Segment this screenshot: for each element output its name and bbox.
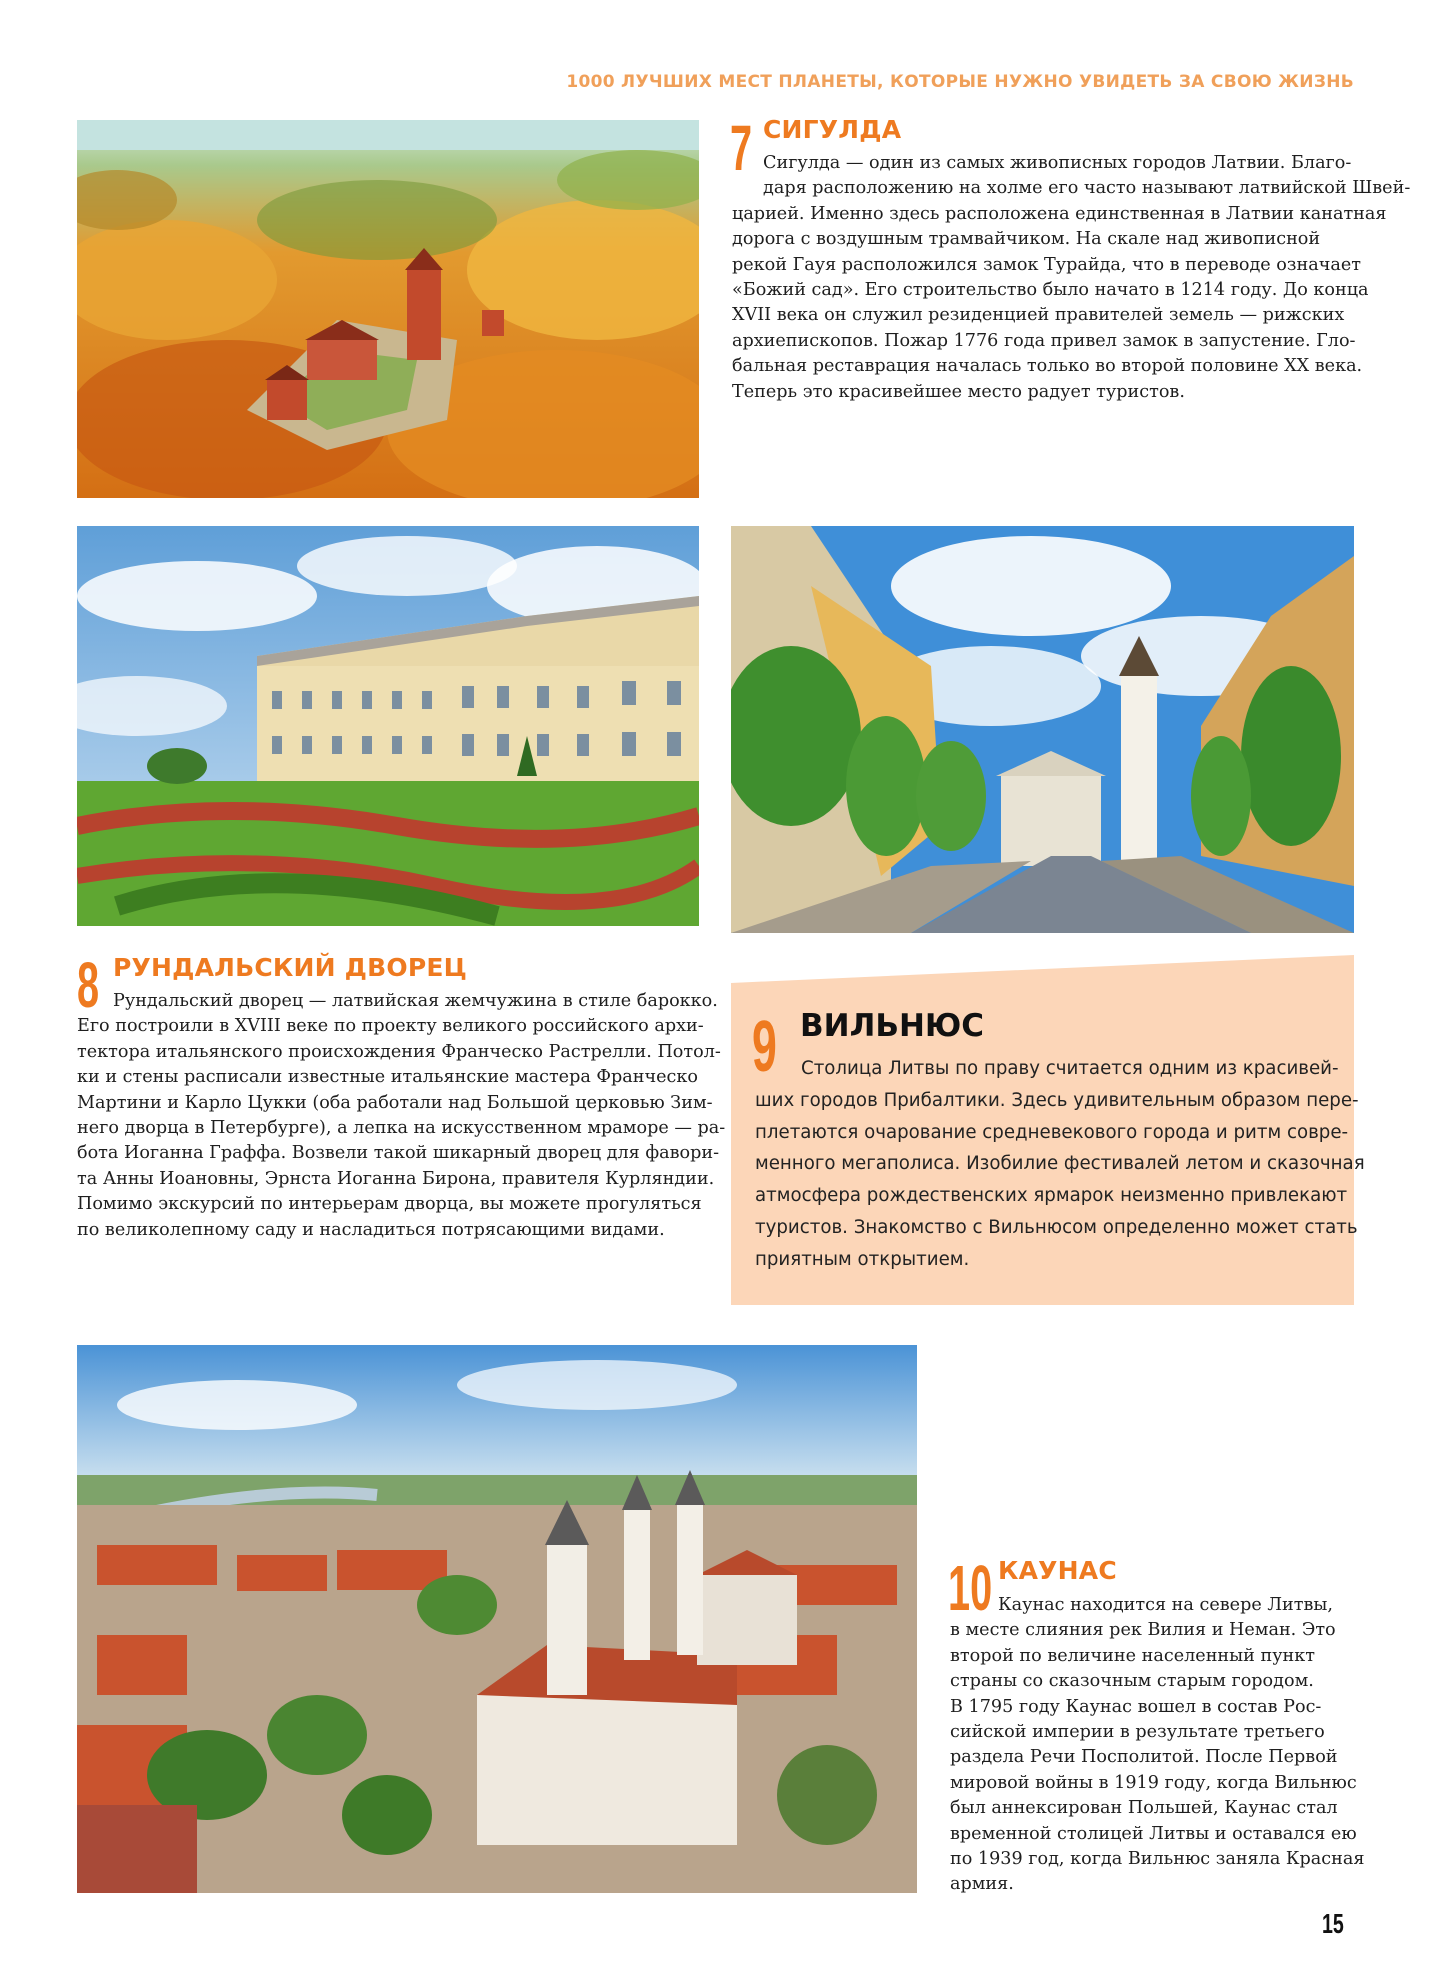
text-line: XVII века он служил резиденцией правителей земель — рижских — [732, 305, 1345, 326]
text-line: по великолепному саду и насладиться потрясающими видами. — [77, 1219, 665, 1240]
text-line: по 1939 год, когда Вильнюс заняла Красная — [950, 1849, 1365, 1870]
text-line: него дворца в Петербурге), а лепка на искусственном мраморе — ра- — [77, 1118, 726, 1139]
section-number-8: 8 — [77, 949, 100, 1021]
text-line: Рундальский дворец — латвийская жемчужина в стиле барокко. — [113, 991, 718, 1011]
section-number-10: 10 — [948, 1552, 993, 1624]
text-line: «Божий сад». Его строительство было начато в 1214 году. До конца — [732, 280, 1369, 301]
text-line: бота Иоганна Граффа. Возвели такой шикарный дворец для фавори- — [77, 1143, 720, 1164]
section-text-vilnius — [755, 1053, 1365, 1276]
section-title-sigulda: СИГУЛДА — [763, 115, 902, 144]
text-line: ших городов Прибалтики. Здесь удивительным образом пере- — [755, 1089, 1359, 1111]
text-line: плетаются очарование средневекового города и ритм совре- — [755, 1121, 1349, 1143]
text-line: Помимо экскурсий по интерьерам дворца, вы можете прогуляться — [77, 1194, 702, 1215]
section-text-rundale — [77, 989, 725, 1243]
text-line: Сигулда — один из самых живописных городов Латвии. Благо- — [763, 153, 1352, 173]
text-line: атмосфера рождественских ярмарок неизменно привлекают — [755, 1185, 1348, 1207]
section-title-vilnius: ВИЛЬНЮС — [800, 1008, 985, 1044]
text-line: ки и стены расписали известные итальянские мастера Франческо — [77, 1067, 699, 1088]
text-line: был аннексирован Польшей, Каунас стал — [950, 1798, 1338, 1819]
text-line: Теперь это красивейшее место радует туристов. — [732, 381, 1185, 402]
section-number-7: 7 — [730, 112, 753, 184]
text-line: та Анны Иоановны, Эрнста Иоганна Бирона, правителя Курляндии. — [77, 1168, 715, 1189]
section-title-kaunas: КАУНАС — [998, 1556, 1117, 1585]
text-line: сийской империи в результате третьего — [950, 1722, 1325, 1743]
photo-vilnius-street — [731, 526, 1354, 933]
text-line: второй по величине населенный пункт — [950, 1645, 1316, 1666]
photo-sigulda-castle — [77, 120, 699, 498]
running-header: 1000 ЛУЧШИХ МЕСТ ПЛАНЕТЫ, КОТОРЫЕ НУЖНО УВИДЕТЬ ЗА СВОЮ ЖИЗНЬ — [566, 72, 1354, 92]
text-line: временной столицей Литвы и оставался ею — [950, 1823, 1357, 1844]
text-line: рекой Гауя расположился замок Турайда, что в переводе означает — [732, 254, 1361, 275]
text-line: царией. Именно здесь расположена единственная в Латвии канатная — [732, 203, 1387, 224]
text-line: страны со сказочным старым городом. — [950, 1671, 1314, 1692]
page-number: 15 — [1322, 1908, 1344, 1939]
text-line: менного мегаполиса. Изобилие фестивалей летом и сказочная — [755, 1153, 1365, 1175]
photo-kaunas-aerial — [77, 1345, 917, 1893]
text-line: дорога с воздушным трамвайчиком. На скале над живописной — [732, 229, 1321, 250]
section-text-kaunas — [950, 1593, 1364, 1898]
photo-rundale-palace — [77, 526, 699, 926]
text-line: армия. — [950, 1874, 1014, 1895]
text-line: даря расположению на холме его часто называют латвийской Швей- — [763, 178, 1411, 199]
text-line: Столица Литвы по праву считается одним из красивей- — [801, 1058, 1339, 1079]
text-line: раздела Речи Посполитой. После Первой — [950, 1747, 1338, 1768]
text-line: Его построили в XVIII веке по проекту великого российского архи- — [77, 1016, 704, 1037]
text-line: тектора итальянского происхождения Франческо Растрелли. Потол- — [77, 1041, 721, 1062]
text-line: туристов. Знакомство с Вильнюсом определенно может стать — [755, 1216, 1358, 1238]
text-line: в месте слияния рек Вилия и Неман. Это — [950, 1620, 1336, 1641]
text-line: мировой войны в 1919 году, когда Вильнюс — [950, 1772, 1357, 1793]
section-number-9: 9 — [752, 1007, 777, 1087]
text-line: бальная реставрация началась только во второй половине XX века. — [732, 356, 1363, 377]
text-line: В 1795 году Каунас вошел в состав Рос- — [950, 1696, 1322, 1717]
text-line: Мартини и Карло Цукки (оба работали над Большой церковью Зим- — [77, 1092, 713, 1113]
text-line: архиепископов. Пожар 1776 года привел замок в запустение. Гло- — [732, 330, 1356, 351]
text-line: приятным открытием. — [755, 1248, 970, 1270]
section-text-sigulda — [732, 151, 1410, 405]
text-line: Каунас находится на севере Литвы, — [998, 1595, 1333, 1615]
section-title-rundale: РУНДАЛЬСКИЙ ДВОРЕЦ — [113, 953, 468, 982]
